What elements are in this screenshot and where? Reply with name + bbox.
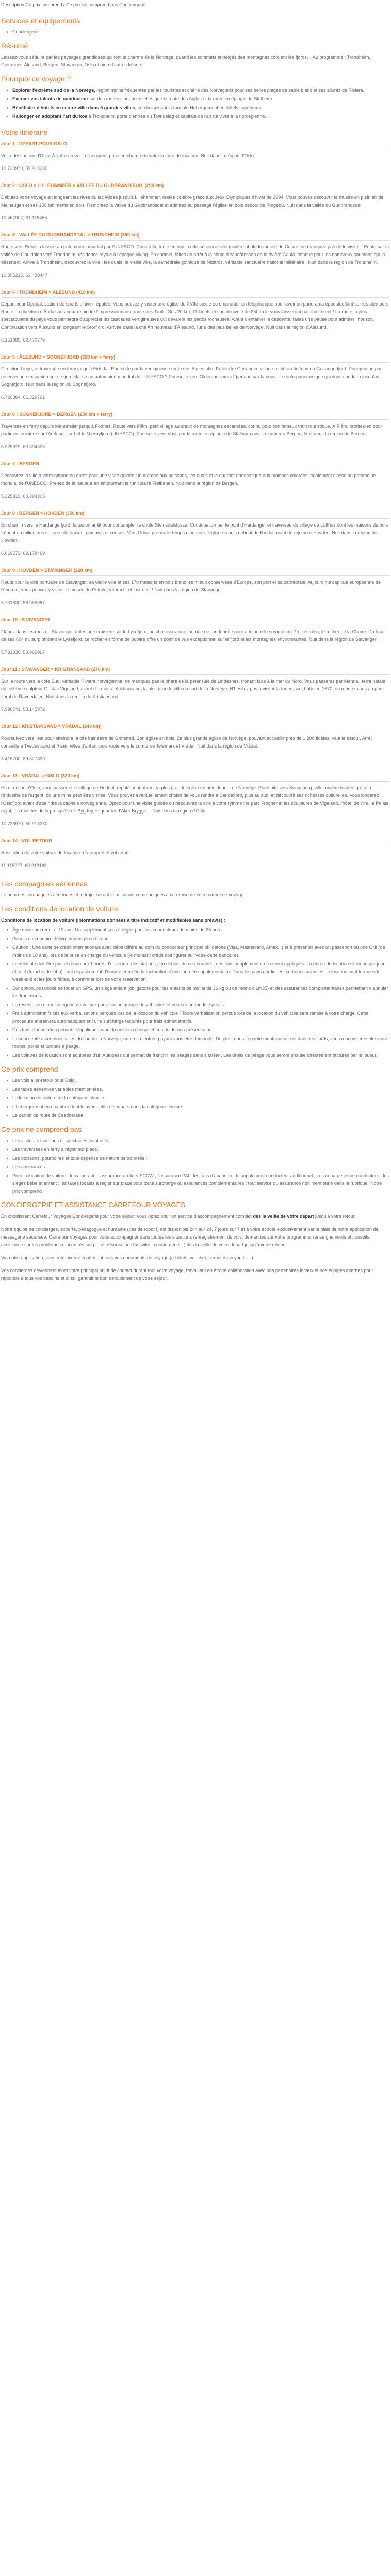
day-title: Jour 9 : HOVDEN > STAVANGER (220 km) xyxy=(1,567,390,576)
day-coords: 10.467007, 61.115455 xyxy=(1,215,47,221)
day-text: Traversée en ferry depuis Mannheller jusqu'à Fodnes. Route vers Flåm, petit village au creux de montagnes escarpées, connu pour son fameux train touristique. À Flåm, profitez-en pour partir en croisière sur l'Aurlandsfjord et le Nærøyfjord (UNESCO). Poursuite vers Voss par la route en épingle de Stalheim avant d'arriver à Bergen. Nuit dans la région de Bergen. xyxy=(1,423,382,436)
day-block xyxy=(1,140,390,173)
day-title: Jour 10 : STAVANGER xyxy=(1,616,390,625)
conditions-title: Les conditions de location de voiture xyxy=(1,905,118,913)
day-text: Restitution de votre voiture de location à l'aéroport et vol retour. xyxy=(1,850,132,855)
day-text: Débutez votre voyage en longeant les rives du lac Mjøsa jusqu'à Lillehammer, restée célèbre grâce aux Jeux Olympiques d'hiver de 1994. Vous pouvez découvrir le musée en plein air de Maihaugen et ses 150 bâtiments en bois. Remontez la vallée du Gudbrandsdal et admirez au passage l'église en bois debout de Ringebu. Nuit dans la vallée du Gudbrandsdal. xyxy=(1,195,384,208)
comprend-title: Ce prix comprend xyxy=(1,1065,58,1073)
day-coords: 8.415700, 59.327829 xyxy=(1,756,45,761)
list-item: Les traversées en ferry à régler sur place. xyxy=(1,1146,390,1154)
list-item: Âge minimum requis : 19 ans. Un supplément sera à régler pour les conducteurs de moins de 25 ans. xyxy=(1,926,390,934)
day-block xyxy=(1,567,390,607)
list-item: Le carnet de route de Ceetinéraire. xyxy=(1,1112,390,1120)
day-text: En direction d'Oslo, vous passerez le village de Heddal, réputé pour abriter la plus grande église en bois debout de Norvège. Poursuite vers Kongsberg, ville minière fondée grâce à l'industrie de l'argent, où une mine peut être visitée. Vous pouvez éventuellement choisir de vous rendre à Sandefjord, plus au sud, et découvrir ses richesses culturelles. Vous longerez l'Oslofjord avant d'atteindre la capitale norvégienne. Optez pour une visite guidée ou découvrez la ville à votre rythme : le parc Frogner et les sculptures de Vigeland, l'hôtel de ville, le Palais royal, les musées de la presqu'île de Bygdøy, le quartier d'Aker Brygge… Nuit dans la région d'Oslo. xyxy=(1,785,388,814)
list-item: Explorer l'extrême sud de la Norvège, région moins fréquentée par les touristes et chérie des Norvégiens pour ses belles plages de sable blanc et ses allures de Riviera. xyxy=(1,87,390,94)
day-title: Jour 6 : SOGNEFJORD > BERGEN (250 km + ferry) xyxy=(1,411,390,420)
compagnies-text: Le nom des compagnies aériennes et le trajet seront vous seront communiqués à la remise de votre carnet de voyage xyxy=(1,892,244,897)
day-text: Sur la route vers la côte Sud, véritable Riviera norvégienne, ne manquez pas le phare de la péninsule de Lindesnes, trônant face à la mer du Nord. Vous passerez par Mandal, terre natale du célèbre sculpteur Gustav Vigeland, avant d'arriver à Kristiansand, la plus grande ville du sud de la Norvège. N'hésitez pas à visiter la forteresse, bâtie en 1670, ou rendez-vous au parc floral de Ravnedalen. Nuit dans la région de Kristiansand. xyxy=(1,679,385,699)
resume-title: Résumé xyxy=(1,42,28,50)
day-block xyxy=(1,616,390,656)
list-item: Exercer vos talents de conducteur sur des routes sinueuses telles que la route des Aigles et la route en épingle de Stalheim. xyxy=(1,95,390,103)
day-coords: 11.115227, 60.213163 xyxy=(1,863,47,868)
list-item: Pour la location de voiture : le carburant ; l'assurance au tiers SCDW ; l'assurance PAI ; les frais d'abandon ; le supplément conducteur additionnel ; la surcharge jeune conducteur ; les sièges bébé et enfant ; les taxes locales à régler sur place pour toute surcharge ou assurances complémentaires ; tout service ou assurance non mentionné dans la rubrique "Notre prix comprend". xyxy=(1,1172,390,1195)
compagnies-title: Les compagnies aériennes xyxy=(1,879,88,888)
list-item: Sur option, possibilité de louer un GPS, un siège enfant (obligatoire pour les enfants de moins de 36 kg ou de moins d'1m35) et des assurances complémentaires permettant d'annuler les franchises. xyxy=(1,985,390,1000)
day-block xyxy=(1,411,390,451)
list-item: Conciergerie xyxy=(1,28,390,36)
day-block xyxy=(1,182,390,222)
comprend-list xyxy=(1,1077,390,1120)
day-block xyxy=(1,231,390,279)
list-item: Les vols aller-retour pour Oslo. xyxy=(1,1077,390,1084)
itinerary xyxy=(1,140,390,870)
conciergerie-title: CONCIERGERIE ET ASSISTANCE CARREFOUR VOYAGES xyxy=(1,1201,185,1209)
day-title: Jour 14 : VOL RETOUR xyxy=(1,837,390,846)
day-coords: 6.151085, 62.470779 xyxy=(1,337,45,343)
day-title: Jour 7 : BERGEN xyxy=(1,460,390,469)
conciergerie-p2: Notre équipe de concierges, experte, pédagogue et humaine (pas de robot !) est disponible 24h sur 24, 7 jours sur 7 et à votre écoute exclusivement par le biais de notre application de messagerie sécurisée. Carrefour Voyages pour vous accompagner dans toutes les situations (enregistrement de vols, demandes sur votre programme, renseignements et conseils, assistance sur les problèmes rencontrés sur place, réservation d'activités, conciergerie…) dès la veille de votre départ jusqu'à votre retour. xyxy=(1,1227,379,1247)
day-title: Jour 3 : VALLÉE DU GUDBRANDSDAL > TRONDHEIM (380 km) xyxy=(1,231,390,241)
list-item: Des frais d'annulation peuvent s'appliquer avant la prise en charge et en cas de non-présentation. xyxy=(1,1026,390,1034)
day-coords: 5.325919, 60.394305 xyxy=(1,444,45,449)
conditions-list xyxy=(1,926,390,1059)
list-item: Rallonger en adoptant l'art du koa à Trondheim, porte d'entrée du Trøndelag et capitale de l'art de vivre à la norvégienne. xyxy=(1,113,390,121)
day-coords: 6.720364, 61.329791 xyxy=(1,395,45,400)
services-title: Services et équipements xyxy=(1,16,80,25)
day-coords: 5.731830, 58.969967 xyxy=(1,650,45,655)
day-title: Jour 12 : KRISTIANSAND > VRÅDAL (240 km) xyxy=(1,723,390,732)
list-item: Les voitures de location sont équipées d'un Autopass qui permet de franchir les péages sans s'arrêter. Les droits de péage vous seront ensuite directement facturés par le loueur. xyxy=(1,1052,390,1059)
day-block xyxy=(1,837,390,870)
list-item: Les assurances. xyxy=(1,1163,390,1171)
day-block xyxy=(1,510,390,557)
day-title: Jour 1 : DÉPART POUR OSLO xyxy=(1,140,390,149)
list-item: Les taxes aériennes variables mentionnées. xyxy=(1,1086,390,1093)
list-item: Les boissons, pourboires et tous dépense de nature personnelle ; xyxy=(1,1155,390,1162)
conditions-intro: Conditions de location de voiture (informations données à titre indicatif et modifiables sans préavis) : xyxy=(1,918,225,923)
top-line: Description Ce prix comprend / Ce prix ne comprend pas Conciergerie xyxy=(1,2,146,7)
day-block xyxy=(1,289,390,344)
list-item: Caution : Une carte de crédit internationale avec débit différé au nom du conducteur principal obligatoire (Visa, Mastercard, Amex...) et à présenter avec un passeport ou une CNI (de moins de 10 ans) lors de la prise en charge du véhicule (le montant crédit doit figurer sur votre carte bancaire). xyxy=(1,944,390,959)
day-text: Découvrez la ville à votre rythme ou optez pour une visite guidée : le marché aux poissons, les quais et le quartier hanséatique aux maisons colorées, également classé au patrimoine mondial de l'UNESCO. Prenez de la hauteur en empruntant le funiculaire Fløibanen. Nuit dans la région de Bergen. xyxy=(1,473,376,486)
day-block xyxy=(1,666,390,714)
nocomprend-list xyxy=(1,1137,390,1195)
day-coords: 5.731830, 58.969967 xyxy=(1,600,45,605)
day-title: Jour 5 : ÅLESUND > SOGNEFJORD (320 km + ferry) xyxy=(1,353,390,363)
conciergerie-p1: En choisissant Carrefour Voyages Conciergerie pour votre séjour, vous optez pour un service d'accompagnement complet dès la veille de votre départ jusqu'à votre retour. xyxy=(1,1214,356,1219)
day-title: Jour 8 : BERGEN > HOVDEN (350 km) xyxy=(1,510,390,519)
day-block xyxy=(1,460,390,500)
day-text: En chemin vers le Hardangerfjord, faites un arrêt pour contempler la chute Steinsdalsfossa. Continuation par le pont d'Hardanger et traversée du village de Lofthus dont les maisons de bois trônent au milieu des cultures de fraises, pommes et cerises. Vers Odda, prenez le temps d'admirer l'église en bois debout de Røldal avant de rejoindre Hovden. Nuit dans la région de Hovden. xyxy=(1,522,388,543)
list-item: Les visites, excursions et spectacles facultatifs ; xyxy=(1,1137,390,1145)
day-coords: 10.738970, 59.913330 xyxy=(1,821,48,826)
list-item: La location de voiture de la catégorie choisie. xyxy=(1,1094,390,1102)
day-coords: 7.998741, 58.145972 xyxy=(1,707,45,712)
day-title: Jour 11 : STAVANGER > KRISTIANSAND (270 km) xyxy=(1,666,390,675)
day-text: Flânez dans les rues de Stavanger, faites une croisière sur le Lysefjord, ou choisissez une journée de randonnée pour atteindre le sommet du Preikestolen, le rocher de la Chaire. Du haut de ses 604 m, surplombant le Lysefjord, ce rocher en forme de pupitre offre un point de vue exceptionnel sur le fjord et les montagnes environnantes. Nuit dans la région de Stavanger. xyxy=(1,629,385,642)
pourquoi-title: Pourquoi ce voyage ? xyxy=(1,75,71,83)
list-item: La réservation d'une catégorie de voiture porte sur un groupe de véhicules et non sur un modèle précis. xyxy=(1,1001,390,1009)
list-item: Bénéficiez d'hôtels en centre-ville dans 5 grandes villes, en choisissant la formule Hébergement en hôtels supérieurs. xyxy=(1,104,390,112)
day-text: Direction Linge, et traversée en ferry jusqu'à Eidsdal. Poursuite par la vertigineuse route des Aigles afin d'atteindre Geiranger, village niché au fin fond du Geirangerfjord. Pourquoi ne pas réserver une excursion sur ce fjord classé au patrimoine mondial de l'UNESCO ? Poursuite vers Olden puis vers Fjærland par la nouvelle route panoramique qui vous conduira jusqu'au Sognefjord. Nuit dans la région du Sognefjord. xyxy=(1,366,383,387)
conciergerie-p3: Via notre application, vous retrouverez également tous vos documents de voyage (e-billets, voucher, carnet de voyage, …) xyxy=(1,1255,253,1260)
day-title: Jour 4 : TRONDHEIM > ÅLESUND (410 km) xyxy=(1,289,390,298)
day-coords: 6.069573, 62.178469 xyxy=(1,551,45,556)
pourquoi-list xyxy=(1,87,390,121)
day-coords: 10.738970, 59.913330 xyxy=(1,166,48,171)
day-text: Route pour la ville portuaire de Stavanger, sa vieille ville et ses 170 maisons en bois blanc les mieux conservées d'Europe, son port et sa cathédrale. Aujourd'hui capitale européenne de l'énergie, vous pouvez y visiter le musée du Pétrole, interactif et instructif ! Nuit dans la région de Stavanger. xyxy=(1,580,381,592)
itineraire-title: Votre itinéraire xyxy=(1,128,48,137)
services-list xyxy=(1,28,390,36)
resume-text: Laissez-vous séduire par les paysages grandioses qui font le charme de la Norvège, quand les sommets enneigés des montagnes côtoient les fjords… Au programme : Trondheim, Geiranger, Ålesund, Bergen, Stavanger, Oslo et bien d'autres trésors. xyxy=(1,55,370,67)
day-text: Vol à destination d'Oslo. À votre arrivée à l'aéroport, prise en charge de votre voiture de location. Nuit dans la région d'Oslo. xyxy=(1,153,255,158)
day-text: Route vers Røros, classée au patrimoine mondial par l'UNESCO. Construite toute en bois, cette ancienne ville minière abrite le musée du Cuivre, ne manquez pas de le visiter ! Route par la vallée de Gauldalen vers Trondheim, résidence royale à l'époque viking. En chemin, faites un arrêt à la chute d'eaugåfossen de la rivière Gaula, connue pour les nombreux saumons qui la désertent. Arrivé à Trondheim, découvrez la ville : les quais, la vieille ville, la cathédrale gothique de Nidaros, véritable sanctuaire national millénaire ! Nuit dans la région de Trondheim. xyxy=(1,244,389,265)
day-title: Jour 13 : VRÅDAL > OSLO (320 km) xyxy=(1,772,390,782)
day-block xyxy=(1,772,390,828)
day-text: Poursuivez vers l'est pour atteindre la cité balnéaire de Grimstad. Son église en bois, 2e plus grande église de Norvège, pouvant accueillir près de 1 200 fidèles, vaut le détour. Arrêt conseillé à Tvedestrand et Risør, villes d'antan, puis route vers le comté de Telemark et Vrådal. Nuit dans la région de Vrådal. xyxy=(1,736,372,749)
day-title: Jour 2 : OSLO > LILLEHAMMER > VALLÉE DU GUDBRANDSDAL (290 km) xyxy=(1,182,390,191)
day-coords: 5.325919, 60.394305 xyxy=(1,494,45,499)
list-item: Permis de conduire délivré depuis plus d'un an. xyxy=(1,935,390,943)
conciergerie-p4: Vos concierges deviennent alors votre principal point de contact durant tout votre voyage, travaillant en étroite collaboration avec nos partenaires locaux et nos équipes internes pour répondre à tous vos besoins et ainsi, garantir le bon déroulement de votre séjour. xyxy=(1,1268,373,1281)
list-item: Il est accepté à certaines villes du sud de la Norvège, un droit d'entrée payant vous être demandé. De plus, dans le partie montagneuse et dans les fjords, vous rencontrerez plusieurs routes, ponts et tunnels à péage. xyxy=(1,1035,390,1050)
day-block xyxy=(1,723,390,763)
day-coords: 10.395215, 63.430447 xyxy=(1,273,48,278)
list-item: L'hébergement en chambre double avec petits déjeuners dans la catégorie choisie. xyxy=(1,1103,390,1111)
nocomprend-title: Ce prix ne comprend pas xyxy=(1,1125,82,1133)
list-item: Frais administratifs liés aux verbalisations perçues lors de la location du véhicule : Toute verbalisation perçue lors de la location du véhicule sera remise à votre charge. Cette procédure entraînera automatiquement une surcharge facturée pour frais administratifs. xyxy=(1,1010,390,1025)
day-text: Départ pour Oppdal, station de sports d'hiver réputée. Vous pouvez y visiter une église du XVIIe siècle ou emprunter un téléphérique pour avoir un panorama époustouflant sur les alentours. Route en direction d'Åndalsnes pour rejoindre l'impressionnante route des Trolls. Ses 20 km, 11 lacets et son dénivelé de 850 m le vous laisseront pas indifférent ! La route la plus spectaculaire du pays vous permettra d'apprécier les cascades vertigineuses qui dévalent les parois rocheuses. Avant d'entamer la descente, faites une pause pour admirer l'horizon. Continuation vers Ålesund en longeant le Storfjord. Arrivée dans la cité Art nouveau d'Ålesund, l'une des plus belles de Norvège. Nuit dans la région d'Ålesund. xyxy=(1,301,390,330)
list-item: Le véhicule doit être pris et rendu aux heures d'ouverture des stations ; en dehors de ces horaires, des frais supplémentaires seront appliqués. La durée de location s'entend par jour effectif (tranche de 24 h), tout dépassement d'horaire entraîne la facturation d'une journée supplémentaire. Dans les pays nordiques, certaines agences de location sont fermées le week-end et les jours fériés, à confirmer lors de votre réservation. xyxy=(1,960,390,984)
day-block xyxy=(1,353,390,401)
